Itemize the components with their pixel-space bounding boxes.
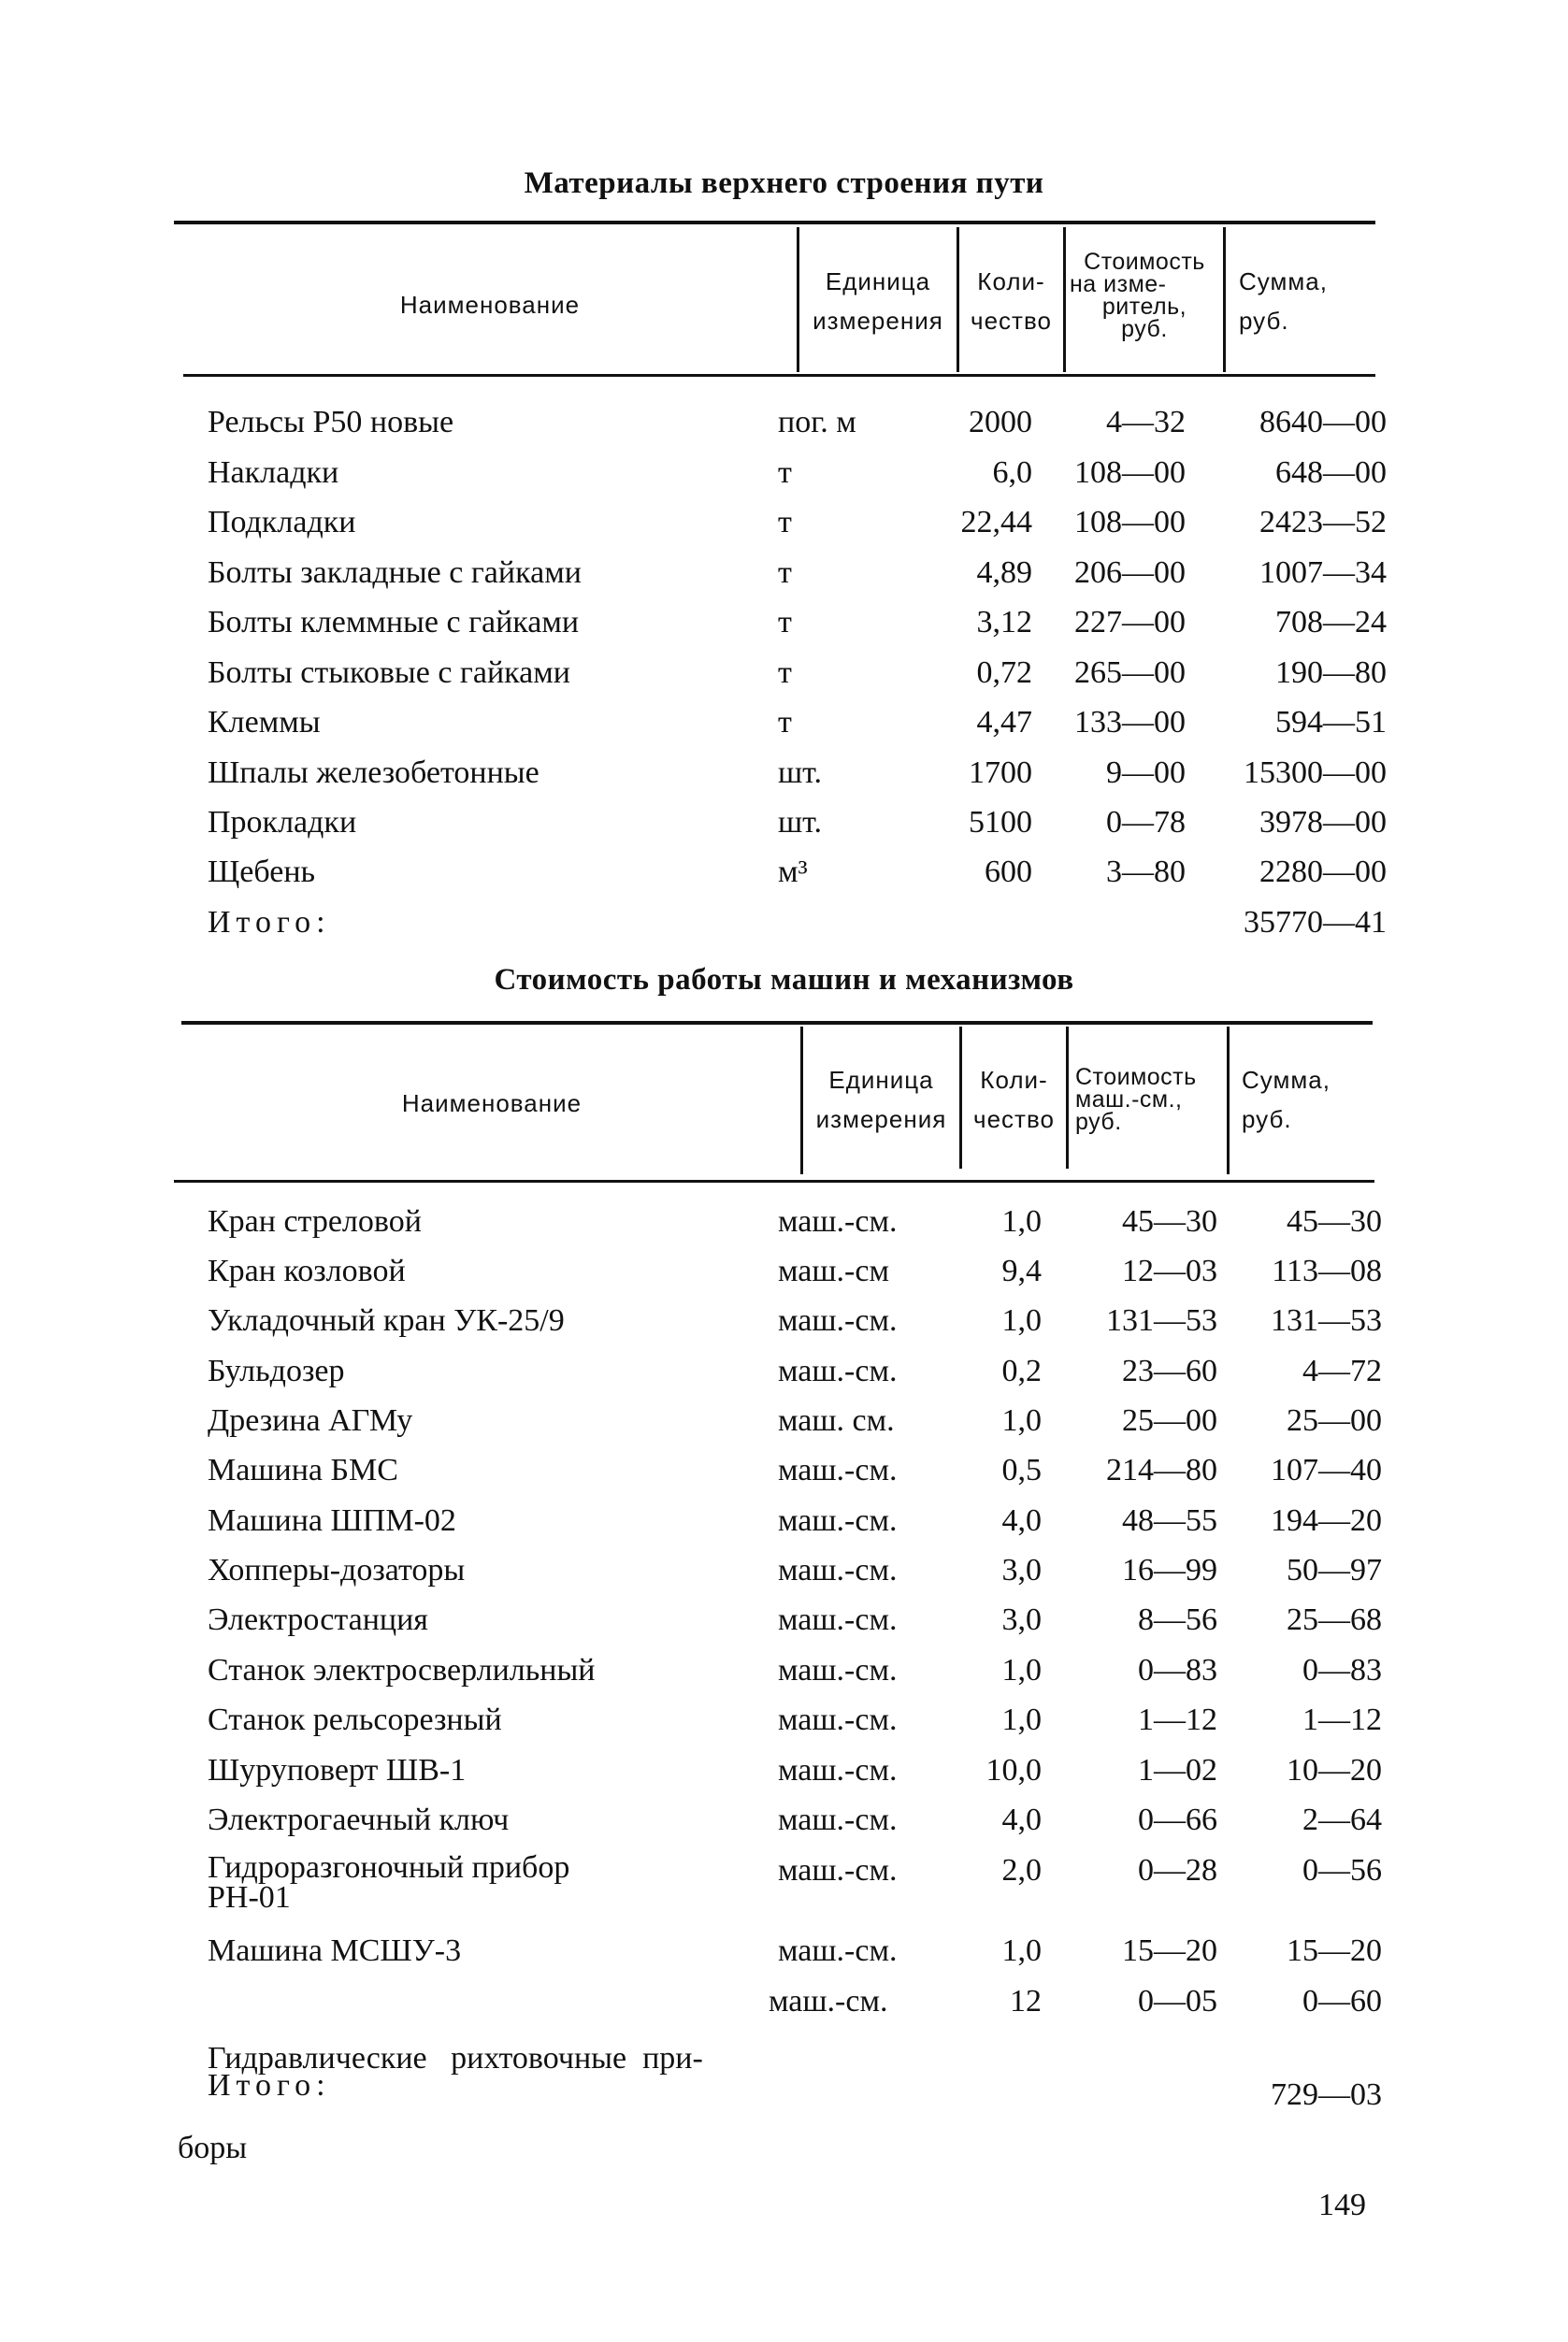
table2-col-divider [1066, 1027, 1069, 1169]
row-price: 131—53 [1106, 1303, 1217, 1338]
header-price-line2: на изме- [1070, 271, 1167, 297]
row-sum: 15—20 [1287, 1933, 1382, 1968]
row-price: 48—55 [1122, 1503, 1217, 1538]
row-name: Болты клеммные с гайками [208, 605, 580, 639]
row-unit: т [778, 555, 792, 590]
row-sum: 3978—00 [1259, 805, 1387, 840]
header-sum-line1: Сумма, [1239, 267, 1328, 295]
row-qty: 1,0 [1001, 1303, 1042, 1338]
row-sum: 113—08 [1272, 1254, 1382, 1288]
table1-header-name: Наименование [399, 291, 581, 319]
row-name: Станок рельсорезный [208, 1703, 502, 1737]
row-unit: маш.-см. [778, 1753, 898, 1788]
row-name: Клеммы [208, 705, 321, 740]
table1-total-value: 35770—41 [1244, 905, 1387, 940]
table-row [0, 1602, 1568, 1653]
row-name: Кран козловой [208, 1254, 406, 1288]
table2-col-divider [1227, 1027, 1230, 1174]
row-sum: 0—83 [1302, 1653, 1382, 1688]
table-row [0, 405, 1568, 455]
row-price: 206—00 [1074, 555, 1186, 590]
table1-header-price [1066, 251, 1223, 340]
row-price: 12—03 [1122, 1254, 1217, 1288]
row-price: 108—00 [1074, 505, 1186, 539]
row-sum: 1—12 [1302, 1703, 1382, 1737]
row-name: Бульдозер [208, 1354, 345, 1388]
table-row [0, 1553, 1568, 1603]
row-price: 0—28 [1138, 1853, 1217, 1888]
row-name: Шпалы железобетонные [208, 755, 539, 790]
row-sum: 194—20 [1271, 1503, 1382, 1538]
table-row [0, 605, 1568, 655]
row-name: Электростанция [208, 1602, 428, 1637]
table-row [0, 1753, 1568, 1803]
row-unit: маш.-см. [778, 1703, 898, 1737]
table-row [0, 1354, 1568, 1404]
row-qty: 1,0 [1001, 1204, 1042, 1239]
row-sum: 15300—00 [1244, 755, 1387, 790]
row-unit: пог. м [778, 405, 856, 439]
row-sum: 190—80 [1275, 655, 1387, 690]
table-row [0, 755, 1568, 806]
row-unit: маш.-см. [778, 1354, 898, 1388]
row-name: Дрезина АГМу [208, 1403, 413, 1438]
row-unit: шт. [778, 805, 822, 840]
table-row [0, 555, 1568, 606]
row-price: 8—56 [1138, 1602, 1217, 1637]
row-price: 108—00 [1074, 455, 1186, 490]
row-price: 0—78 [1106, 805, 1186, 840]
row-price: 25—00 [1122, 1403, 1217, 1438]
row-price: 23—60 [1122, 1354, 1217, 1388]
row-qty: 12 [1010, 1984, 1042, 2019]
header-unit-line1: Единица [825, 267, 931, 295]
row-unit: шт. [778, 755, 822, 790]
row-unit: маш.-см. [778, 1204, 898, 1239]
row-name-line1: Гидроразгоночный прибор [208, 1850, 570, 1885]
row-qty: 2000 [969, 405, 1032, 439]
header-sum-line2: руб. [1242, 1105, 1292, 1133]
table-row [0, 1204, 1568, 1255]
header-price-line1: Стоимость [1075, 1064, 1197, 1090]
row-qty: 1,0 [1001, 1403, 1042, 1438]
header-unit-line1: Единица [828, 1066, 934, 1094]
row-sum: 2—64 [1302, 1803, 1382, 1837]
row-unit: т [778, 705, 792, 740]
row-sum: 594—51 [1275, 705, 1387, 740]
row-name [178, 1984, 703, 2223]
row-qty: 22,44 [960, 505, 1032, 539]
header-price-line1: Стоимость [1084, 249, 1205, 275]
row-qty: 600 [985, 855, 1032, 889]
table-row [0, 505, 1568, 555]
table1-top-rule [174, 221, 1375, 224]
row-unit: м³ [778, 855, 808, 889]
row-qty: 6,0 [992, 455, 1032, 490]
row-sum: 25—00 [1287, 1403, 1382, 1438]
row-name: Машина МСШУ-3 [208, 1933, 462, 1968]
row-unit: маш.-см. [778, 1303, 898, 1338]
table-row [0, 1503, 1568, 1554]
table2-top-rule [181, 1021, 1373, 1025]
header-sum-line1: Сумма, [1242, 1066, 1331, 1094]
row-name-line2: боры [178, 2131, 248, 2165]
table2-total-label: Итого: [208, 2068, 331, 2103]
row-name-line1: Гидравлические рихтовочные при- [208, 2041, 703, 2076]
row-price: 1—02 [1138, 1753, 1217, 1788]
header-qty-line1: Коли- [977, 267, 1045, 295]
header-sum-line2: руб. [1239, 307, 1289, 335]
row-qty: 5100 [969, 805, 1032, 840]
table-row [0, 1933, 1568, 1984]
table-row [0, 1703, 1568, 1753]
row-unit: маш.-см. [778, 1803, 898, 1837]
header-qty-line2: чество [971, 307, 1052, 335]
table1-header-rule [183, 374, 1375, 377]
table2-header-sum [1242, 1060, 1374, 1139]
row-name: Электрогаечный ключ [208, 1803, 510, 1837]
row-name: Кран стреловой [208, 1204, 422, 1239]
row-unit: т [778, 655, 792, 690]
row-qty: 10,0 [985, 1753, 1042, 1788]
table1-header-unit [799, 262, 957, 340]
row-qty: 1,0 [1001, 1703, 1042, 1737]
row-sum: 45—30 [1287, 1204, 1382, 1239]
row-unit: маш. см. [778, 1403, 895, 1438]
row-sum: 107—40 [1271, 1453, 1382, 1487]
row-qty: 9,4 [1001, 1254, 1042, 1288]
row-price: 3—80 [1106, 855, 1186, 889]
row-sum: 2423—52 [1259, 505, 1387, 539]
row-sum: 2280—00 [1259, 855, 1387, 889]
row-price: 16—99 [1122, 1553, 1217, 1588]
row-price: 0—66 [1138, 1803, 1217, 1837]
row-qty: 1,0 [1001, 1653, 1042, 1688]
row-name: Прокладки [208, 805, 357, 840]
page-number: 149 [1318, 2188, 1366, 2222]
table-row [0, 1303, 1568, 1354]
table-row [0, 1453, 1568, 1503]
row-qty: 0,2 [1001, 1354, 1042, 1388]
table-row [0, 1850, 1568, 1928]
table-row [0, 1403, 1568, 1454]
table-row [0, 1254, 1568, 1304]
row-sum: 131—53 [1271, 1303, 1382, 1338]
row-unit: маш.-см [778, 1254, 889, 1288]
row-price: 227—00 [1074, 605, 1186, 639]
row-sum: 10—20 [1287, 1753, 1382, 1788]
table2-header-unit [803, 1060, 959, 1139]
table1-total-label: Итого: [208, 905, 331, 940]
table1-header-qty [959, 262, 1063, 340]
row-qty: 4,89 [976, 555, 1032, 590]
row-price: 1—12 [1138, 1703, 1217, 1737]
header-price-line4: руб. [1121, 316, 1168, 342]
row-qty: 0,72 [976, 655, 1032, 690]
row-unit: т [778, 605, 792, 639]
row-price: 0—05 [1138, 1984, 1217, 2019]
row-name: Болты закладные с гайками [208, 555, 582, 590]
row-qty: 3,0 [1001, 1553, 1042, 1588]
row-sum: 25—68 [1287, 1602, 1382, 1637]
header-qty-line1: Коли- [980, 1066, 1048, 1094]
header-price-line2: маш.-см., [1075, 1086, 1183, 1113]
table-row [0, 805, 1568, 855]
row-price: 15—20 [1122, 1933, 1217, 1968]
row-price: 265—00 [1074, 655, 1186, 690]
row-sum: 0—60 [1302, 1984, 1382, 2019]
row-qty: 0,5 [1001, 1453, 1042, 1487]
row-name: Рельсы Р50 новые [208, 405, 454, 439]
row-sum: 0—56 [1302, 1853, 1382, 1888]
row-qty: 2,0 [1001, 1853, 1042, 1888]
row-sum: 8640—00 [1259, 405, 1387, 439]
row-qty: 3,12 [976, 605, 1032, 639]
table1-header-sum [1239, 262, 1375, 340]
row-price: 45—30 [1122, 1204, 1217, 1239]
row-price: 133—00 [1074, 705, 1186, 740]
table-row [0, 1653, 1568, 1703]
materials-title: Материалы верхнего строения пути [524, 166, 1044, 200]
row-name: Щебень [208, 855, 316, 889]
row-sum: 708—24 [1275, 605, 1387, 639]
row-unit: маш.-см. [778, 1453, 898, 1487]
row-qty: 4,47 [976, 705, 1032, 740]
row-qty: 4,0 [1001, 1503, 1042, 1538]
table-row [0, 855, 1568, 905]
machines-title: Стоимость работы машин и механизмов [494, 963, 1074, 997]
row-qty: 3,0 [1001, 1602, 1042, 1637]
row-price: 214—80 [1106, 1453, 1217, 1487]
row-unit: маш.-см. [778, 1503, 898, 1538]
table2-total-value: 729—03 [1271, 2077, 1382, 2112]
table2-header-qty [962, 1060, 1066, 1139]
table-row [0, 655, 1568, 706]
row-unit: маш.-см. [778, 1602, 898, 1637]
table-row [0, 455, 1568, 506]
row-name: Машина ШПМ-02 [208, 1503, 456, 1538]
row-name: Станок электросверлильный [208, 1653, 596, 1688]
row-name: Болты стыковые с гайками [208, 655, 570, 690]
row-name: Укладочный кран УК-25/9 [208, 1303, 565, 1338]
header-price-line3: руб. [1075, 1109, 1122, 1135]
header-qty-line2: чество [973, 1105, 1055, 1133]
row-unit: маш.-см. [769, 1984, 888, 2019]
row-unit: маш.-см. [778, 1853, 898, 1888]
row-qty: 1700 [969, 755, 1032, 790]
table-row [0, 705, 1568, 755]
row-unit: т [778, 505, 792, 539]
header-unit-line2: измерения [813, 307, 943, 335]
row-price: 0—83 [1138, 1653, 1217, 1688]
row-price: 9—00 [1106, 755, 1186, 790]
row-price: 4—32 [1106, 405, 1186, 439]
header-unit-line2: измерения [815, 1105, 947, 1133]
row-qty: 1,0 [1001, 1933, 1042, 1968]
row-name: Подкладки [208, 505, 356, 539]
header-price-line3: ритель, [1101, 294, 1187, 320]
row-unit: маш.-см. [778, 1933, 898, 1968]
row-sum: 648—00 [1275, 455, 1387, 490]
row-name: Шуруповерт ШВ-1 [208, 1753, 467, 1788]
row-unit: маш.-см. [778, 1653, 898, 1688]
table2-header-name: Наименование [401, 1089, 583, 1117]
table2-header-price [1075, 1066, 1227, 1133]
row-sum: 50—97 [1287, 1553, 1382, 1588]
table1-col-divider [1223, 227, 1226, 372]
row-unit: т [778, 455, 792, 490]
table-row [0, 1803, 1568, 1853]
row-qty: 4,0 [1001, 1803, 1042, 1837]
row-name-line2: РН-01 [208, 1880, 291, 1915]
row-name: Машина БМС [208, 1453, 398, 1487]
row-name: Накладки [208, 455, 339, 490]
row-sum: 4—72 [1302, 1354, 1382, 1388]
row-unit: маш.-см. [778, 1553, 898, 1588]
table2-header-rule [174, 1180, 1374, 1183]
row-name [208, 1850, 570, 1915]
row-name: Хопперы-дозаторы [208, 1553, 466, 1588]
row-sum: 1007—34 [1259, 555, 1387, 590]
